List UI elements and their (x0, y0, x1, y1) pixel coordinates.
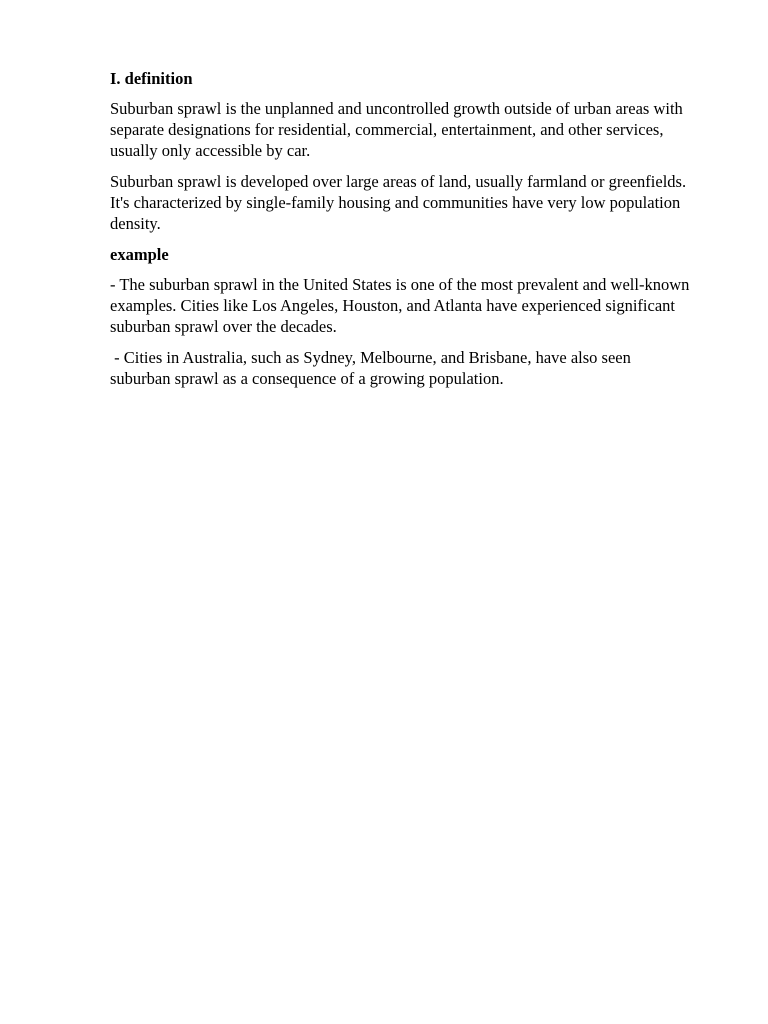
example-heading: example (110, 245, 169, 264)
definition-paragraph: Suburban sprawl is developed over large areas of land, usually farmland or greenfields. It's characterized by single-family housing and communities have very low population density. (110, 172, 687, 233)
section-heading: I. definition (110, 69, 193, 88)
example-paragraph: - Cities in Australia, such as Sydney, Melbourne, and Brisbane, have also seen suburban sprawl as a consequence of a growing population. (110, 348, 635, 388)
example-paragraph: - The suburban sprawl in the United States is one of the most prevalent and well-known examples. Cities like Los Angeles, Houston, and Atlanta have experienced significant suburban sprawl over the decades. (110, 275, 690, 336)
document-page (110, 68, 690, 399)
definition-paragraph: Suburban sprawl is the unplanned and uncontrolled growth outside of urban areas with separate designations for residential, commercial, entertainment, and other services, usually only accessible by car. (110, 99, 683, 160)
